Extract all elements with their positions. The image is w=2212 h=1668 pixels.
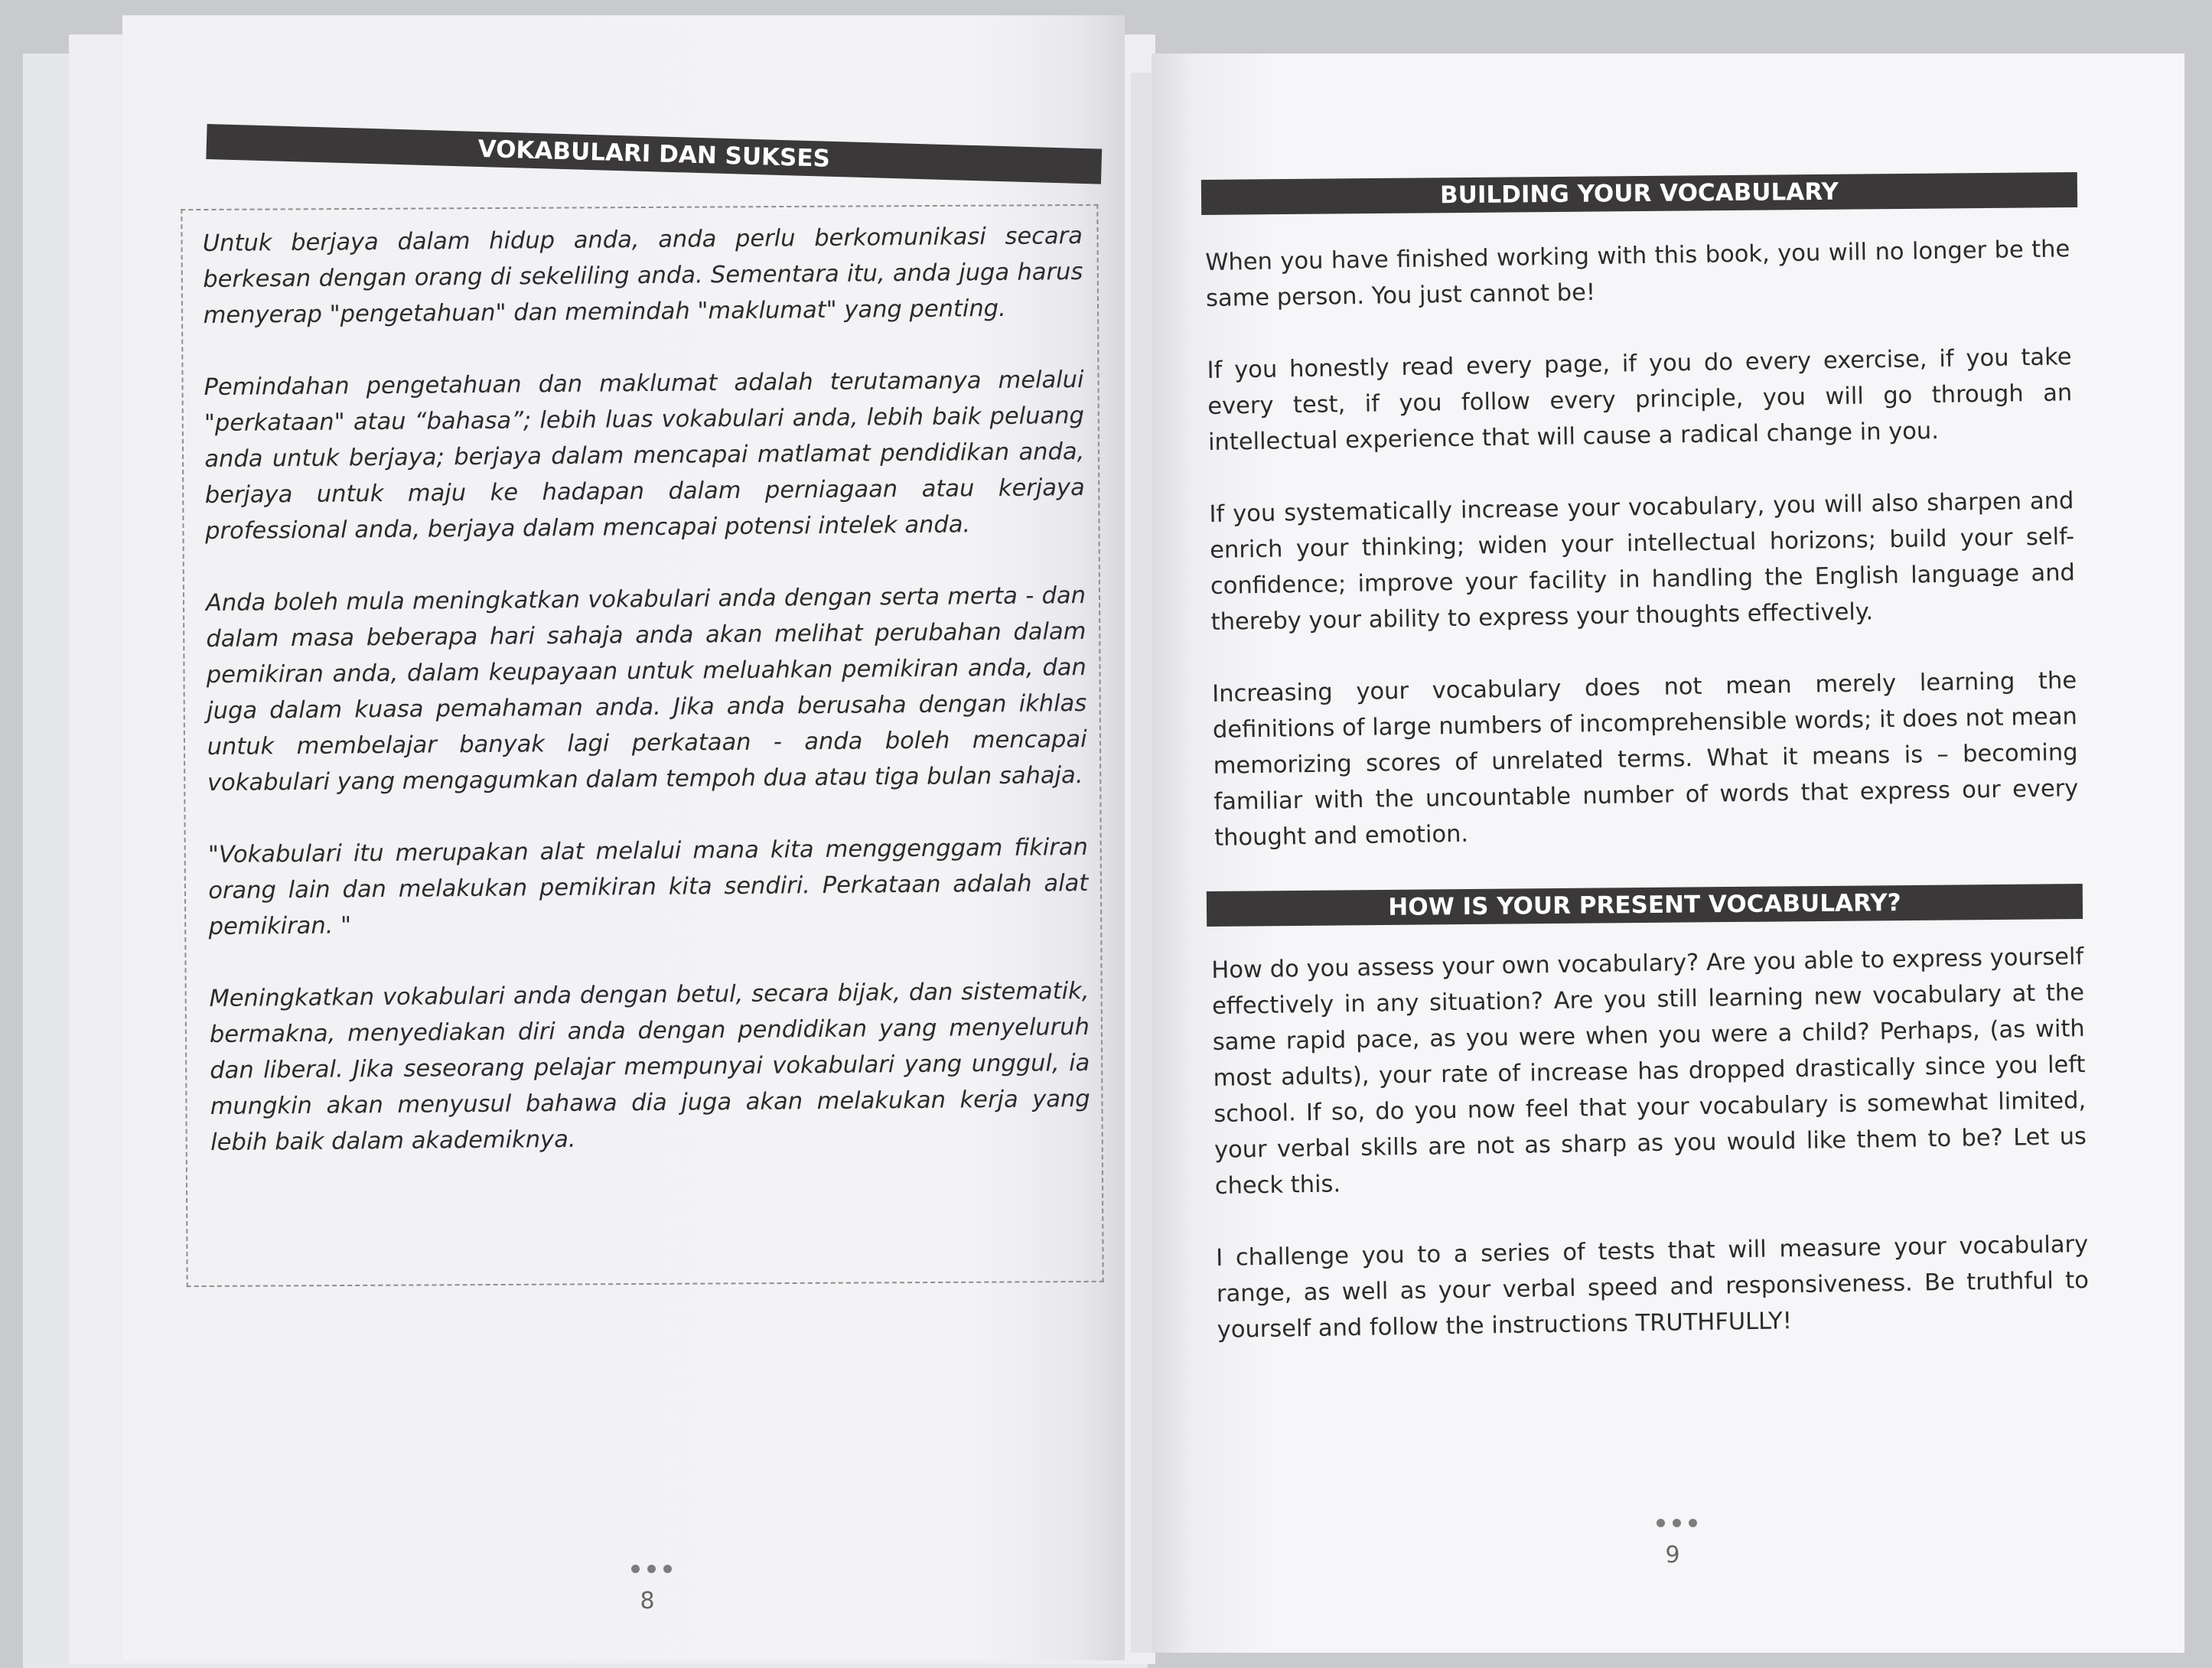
dot	[663, 1565, 672, 1573]
right-page-banner-building: BUILDING YOUR VOCABULARY	[1201, 172, 2077, 215]
right-paragraph-6: I challenge you to a series of tests that will measure your vocabulary range, as well as your verbal speed and responsiveness. Be truthful to yourself and follow the instructions TRUTHFULLY!	[1216, 1231, 2090, 1344]
right-page-section-1	[1205, 231, 2079, 856]
dot	[647, 1565, 656, 1573]
left-paragraph-5: Meningkatkan vokabulari anda dengan betul, secara bijak, dan sistematik, bermakna, menyediakan diri anda dengan pendidikan yang menyeluruh dan liberal. Jika seseorang pelajar mempunyai vokabulari yang unggul, ia mungkin akan menyusul bahawa dia juga akan melakukan kerja yang lebih baik dalam akademiknya.	[209, 977, 1090, 1156]
right-paragraph-2: If you honestly read every page, if you do every exercise, if you take every test, if you follow every principle, you will go through an intellectual experience that will cause a radical change in you.	[1207, 344, 2073, 456]
right-page	[1152, 54, 2184, 1653]
right-page-banner-present: HOW IS YOUR PRESENT VOCABULARY?	[1207, 884, 2083, 927]
dot	[631, 1565, 640, 1573]
dot	[1673, 1519, 1681, 1527]
right-page-section-2	[1211, 939, 2090, 1348]
left-paragraph-1: Untuk berjaya dalam hidup anda, anda perlu berkomunikasi secara berkesan dengan orang di sekeliling anda. Sementara itu, anda juga harus menyerap "pengetahuan" dan memindah "maklumat" yang penting.	[202, 223, 1083, 330]
left-paragraph-4: "Vokabulari itu merupakan alat melalui mana kita menggenggam fikiran orang lain dan melakukan pemikiran kita sendiri. Perkataan adalah alat pemikiran. "	[207, 833, 1089, 941]
right-paragraph-1: When you have finished working with this book, you will no longer be the same person. You just cannot be!	[1205, 236, 2070, 312]
left-paragraph-2: Pemindahan pengetahuan dan maklumat adalah terutamanya melalui "perkataan" atau “bahasa”; lebih luas vokabulari anda, lebih baik peluang anda untuk berjaya; berjaya dalam mencapai matlamat pendidikan anda, berjaya untuk maju ke hadapan dalam perniagaan atau kerjaya professional anda, berjaya dalam mencapai potensi intelek anda.	[204, 366, 1085, 546]
right-paragraph-3: If you systematically increase your vocabulary, you will also sharpen and enrich your thinking; widen your intellectual horizons; build your self-confidence; improve your facility in handling the English language and thereby your ability to express your thoughts effectively.	[1209, 487, 2076, 636]
right-page-number: 9	[1665, 1542, 1680, 1569]
left-page-banner: VOKABULARI DAN SUKSES	[206, 124, 1102, 184]
right-paragraph-4: Increasing your vocabulary does not mean merely learning the definitions of large numbers of incomprehensible words; it does not mean memorizing scores of unrelated terms. What it means is – becoming familiar with the uncountable number of words that express our every thought and emotion.	[1211, 667, 2079, 852]
right-paragraph-5: How do you assess your own vocabulary? Are you able to express yourself effectively in any situation? Are you still learning new vocabulary at the same rapid pace, as you were when you were a child? Perhaps, (as with most adults), your rate of increase has dropped drastically since you left school. If so, do you now feel that your vocabulary is somewhat limited, your verbal skills are not as sharp as you would like them to be? Let us check this.	[1211, 943, 2087, 1200]
left-paragraph-3: Anda boleh mula meningkatkan vokabulari anda dengan serta merta - dan dalam masa beberapa hari sahaja anda akan melihat perubahan dalam pemikiran anda, dalam keupayaan untuk meluahkan pemikiran anda, dan juga dalam kuasa pemahaman anda. Jika anda berusaha dengan ikhlas untuk membelajar banyak lagi perkataan - anda boleh mencapai vokabulari yang mengagumkan dalam tempoh dua atau tiga bulan sahaja.	[205, 582, 1087, 797]
right-page-dots	[1657, 1519, 1697, 1527]
left-page-body	[203, 218, 1091, 1161]
left-page-number: 8	[640, 1588, 655, 1614]
left-page-dots	[631, 1565, 672, 1573]
left-page	[122, 15, 1125, 1660]
dot	[1657, 1519, 1665, 1527]
dot	[1689, 1519, 1697, 1527]
